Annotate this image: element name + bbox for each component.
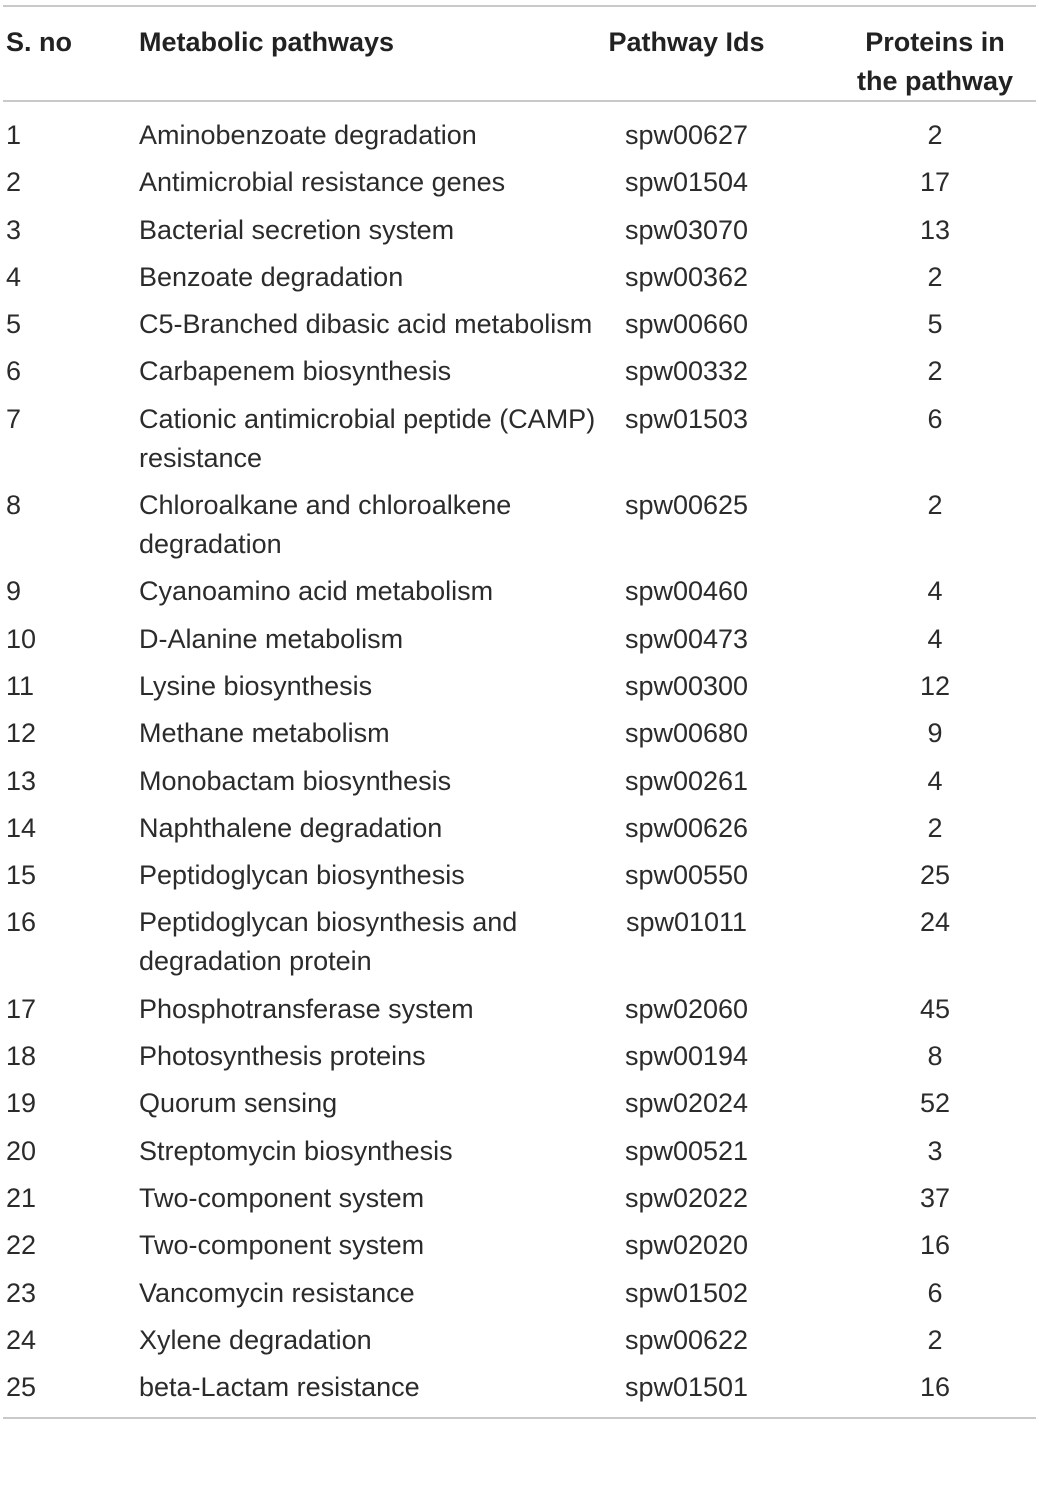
table-header-row — [3, 7, 1036, 100]
table-row — [3, 990, 1036, 1029]
cell-pathway: C5-Branched dibasic acid metabolism — [139, 309, 593, 340]
table-row — [3, 856, 1036, 895]
cell-pathway-id: spw02060 — [624, 993, 749, 1024]
table-row — [3, 1037, 1036, 1076]
cell-proteins: 2 — [927, 261, 943, 292]
cell-pathway-id: spw00625 — [624, 490, 749, 521]
cell-pathway-id: spw00550 — [624, 860, 749, 891]
cell-pathway: Aminobenzoate degradation — [139, 120, 477, 150]
cell-pathway: Cationic antimicrobial peptide (CAMP) resistance — [139, 403, 596, 473]
cell-pathway: Peptidoglycan biosynthesis and degradation protein — [139, 907, 518, 977]
table-body — [3, 102, 1036, 1407]
table-row — [3, 572, 1036, 611]
cell-pathway: Phosphotransferase system — [139, 993, 474, 1024]
cell-pathway: Photosynthesis proteins — [139, 1041, 426, 1072]
header-sno: S. no — [6, 27, 72, 57]
cell-proteins: 4 — [927, 623, 943, 654]
cell-pathway: Methane metabolism — [139, 718, 390, 749]
cell-proteins: 16 — [919, 1372, 951, 1403]
cell-sno: 7 — [6, 403, 22, 434]
table-row — [3, 620, 1036, 659]
header-proteins-line2: the pathway — [856, 66, 1014, 96]
cell-pathway: Peptidoglycan biosynthesis — [139, 860, 465, 891]
header-pathway: Metabolic pathways — [139, 27, 395, 57]
table-row — [3, 809, 1036, 848]
cell-sno: 1 — [6, 120, 22, 150]
cell-pathway-id: spw00680 — [624, 718, 749, 749]
cell-pathway-id: spw01502 — [624, 1277, 749, 1308]
cell-pathway-id: spw00460 — [624, 576, 749, 607]
cell-sno: 24 — [6, 1324, 37, 1355]
cell-pathway: Benzoate degradation — [139, 261, 404, 292]
cell-pathway-id: spw01501 — [624, 1372, 749, 1403]
cell-proteins: 5 — [927, 309, 943, 340]
cell-sno: 13 — [6, 765, 37, 796]
cell-pathway: beta-Lactam resistance — [139, 1372, 420, 1403]
cell-pathway: Lysine biosynthesis — [139, 670, 373, 701]
cell-pathway: Xylene degradation — [139, 1324, 372, 1355]
header-proteins — [774, 23, 1036, 101]
header-proteins-line1: Proteins in — [865, 27, 1005, 57]
table-row — [3, 116, 1036, 155]
cell-pathway-id: spw00660 — [624, 309, 749, 340]
table-row — [3, 400, 1036, 478]
cell-pathway-id: spw00332 — [624, 356, 749, 387]
cell-sno: 5 — [6, 309, 22, 340]
cell-pathway: Carbapenem biosynthesis — [139, 356, 452, 387]
cell-pathway-id: spw01503 — [624, 403, 749, 434]
table-row — [3, 714, 1036, 753]
cell-proteins: 45 — [919, 993, 951, 1024]
cell-pathway: Quorum sensing — [139, 1088, 338, 1119]
cell-pathway-id: spw00627 — [624, 120, 749, 150]
cell-pathway-id: spw00362 — [624, 261, 749, 292]
cell-proteins: 8 — [927, 1041, 943, 1072]
cell-sno: 15 — [6, 860, 37, 891]
table-row — [3, 486, 1036, 564]
cell-sno: 17 — [6, 993, 37, 1024]
cell-sno: 22 — [6, 1230, 37, 1261]
cell-proteins: 2 — [927, 490, 943, 521]
cell-sno: 21 — [6, 1182, 37, 1213]
cell-pathway: Monobactam biosynthesis — [139, 765, 452, 796]
cell-proteins: 2 — [927, 120, 943, 150]
cell-pathway: Antimicrobial resistance genes — [139, 167, 506, 198]
cell-proteins: 6 — [927, 403, 943, 434]
cell-pathway-id: spw02020 — [624, 1230, 749, 1261]
table-row — [3, 258, 1036, 297]
cell-proteins: 6 — [927, 1277, 943, 1308]
cell-proteins: 4 — [927, 765, 943, 796]
cell-sno: 4 — [6, 261, 22, 292]
table-row — [3, 903, 1036, 981]
cell-pathway-id: spw00473 — [624, 623, 749, 654]
cell-pathway: Chloroalkane and chloroalkene degradation — [139, 490, 512, 560]
cell-pathway-id: spw02024 — [624, 1088, 749, 1119]
cell-sno: 9 — [6, 576, 22, 607]
cell-pathway: Two-component system — [139, 1182, 425, 1213]
cell-proteins: 52 — [919, 1088, 951, 1119]
cell-pathway: Two-component system — [139, 1230, 425, 1261]
table-row — [3, 352, 1036, 391]
table-bottom-rule — [3, 1417, 1036, 1419]
cell-pathway-id: spw03070 — [624, 214, 749, 245]
cell-pathway-id: spw00300 — [624, 670, 749, 701]
cell-proteins: 4 — [927, 576, 943, 607]
header-pathway-ids: Pathway Ids — [608, 27, 765, 57]
table-row — [3, 305, 1036, 344]
table-row — [3, 163, 1036, 202]
cell-pathway-id: spw00261 — [624, 765, 749, 796]
cell-sno: 10 — [6, 623, 37, 654]
cell-sno: 19 — [6, 1088, 37, 1119]
table-row — [3, 1132, 1036, 1171]
cell-proteins: 17 — [919, 167, 951, 198]
table-row — [3, 1179, 1036, 1218]
cell-proteins: 13 — [919, 214, 951, 245]
cell-pathway-id: spw00521 — [624, 1135, 749, 1166]
table-row — [3, 1274, 1036, 1313]
cell-sno: 2 — [6, 167, 22, 198]
cell-pathway-id: spw00622 — [624, 1324, 749, 1355]
cell-pathway: Bacterial secretion system — [139, 214, 455, 245]
cell-sno: 23 — [6, 1277, 37, 1308]
cell-sno: 6 — [6, 356, 22, 387]
cell-sno: 11 — [6, 670, 35, 701]
table-row — [3, 1368, 1036, 1407]
table-row — [3, 762, 1036, 801]
cell-proteins: 24 — [919, 907, 951, 938]
cell-pathway-id: spw01011 — [625, 907, 748, 938]
cell-proteins: 12 — [919, 670, 951, 701]
cell-sno: 12 — [6, 718, 37, 749]
cell-pathway: Streptomycin biosynthesis — [139, 1135, 453, 1166]
cell-sno: 16 — [6, 907, 37, 938]
cell-proteins: 2 — [927, 1324, 943, 1355]
cell-proteins: 2 — [927, 356, 943, 387]
cell-pathway-id: spw01504 — [624, 167, 749, 198]
cell-proteins: 16 — [919, 1230, 951, 1261]
cell-sno: 18 — [6, 1041, 37, 1072]
table-row — [3, 211, 1036, 250]
cell-proteins: 2 — [927, 812, 943, 843]
cell-pathway: Naphthalene degradation — [139, 812, 443, 843]
table-row — [3, 1084, 1036, 1123]
table-row — [3, 1226, 1036, 1265]
table-row — [3, 1321, 1036, 1360]
cell-sno: 8 — [6, 490, 22, 521]
pathway-table — [3, 5, 1036, 1419]
table-row — [3, 667, 1036, 706]
cell-pathway: Vancomycin resistance — [139, 1277, 415, 1308]
cell-pathway-id: spw00194 — [624, 1041, 749, 1072]
cell-sno: 14 — [6, 812, 37, 843]
cell-pathway: D-Alanine metabolism — [139, 623, 404, 654]
cell-proteins: 37 — [919, 1182, 951, 1213]
cell-sno: 20 — [6, 1135, 37, 1166]
cell-pathway-id: spw02022 — [624, 1182, 749, 1213]
cell-proteins: 9 — [927, 718, 943, 749]
cell-pathway-id: spw00626 — [624, 812, 749, 843]
cell-sno: 3 — [6, 214, 22, 245]
cell-proteins: 3 — [927, 1135, 943, 1166]
cell-pathway: Cyanoamino acid metabolism — [139, 576, 494, 607]
cell-proteins: 25 — [919, 860, 951, 891]
cell-sno: 25 — [6, 1372, 37, 1403]
